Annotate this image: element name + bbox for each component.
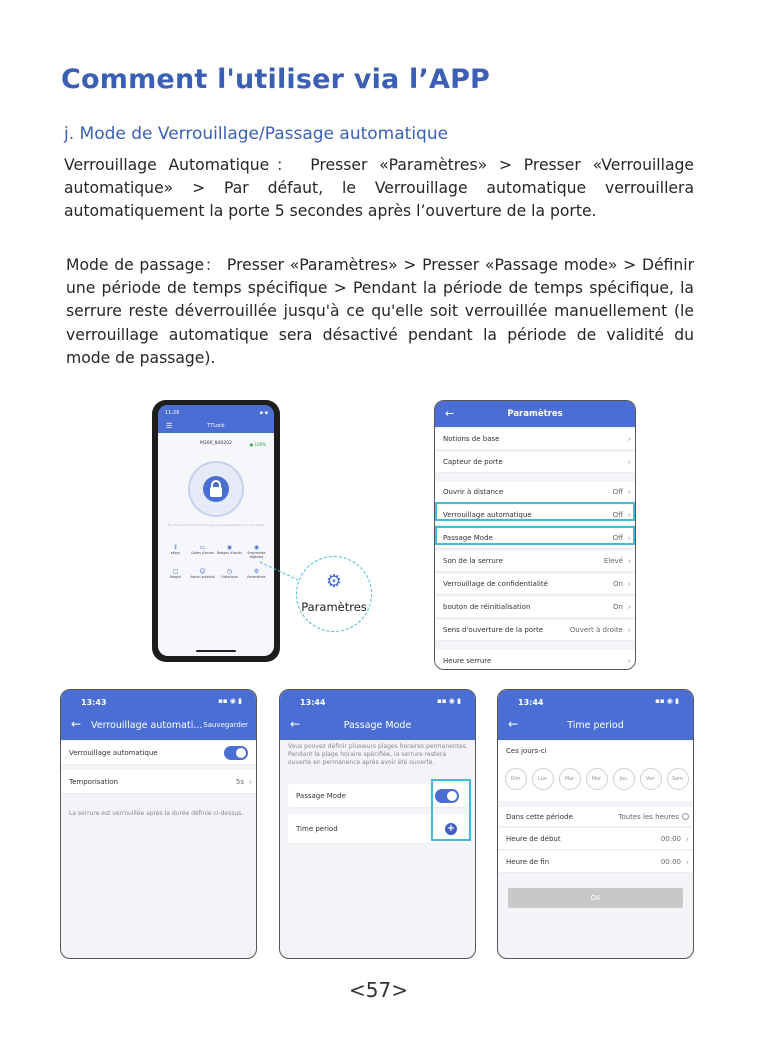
settings-row-value: On [613, 580, 623, 588]
status-icons: ▪▪ ◉ ▮ [218, 697, 242, 705]
highlight-controls [431, 779, 471, 841]
settings-row[interactable] [435, 482, 635, 503]
feature-icon: ◉ [226, 544, 233, 551]
chevron-right-icon: › [627, 510, 631, 520]
back-arrow-icon[interactable]: ← [71, 717, 82, 731]
status-icons: ▪▪ ◉ ▮ [437, 697, 461, 705]
settings-row-label: Heure serrure [443, 656, 492, 665]
passage-mode-screen [279, 689, 476, 959]
page-number: <57> [349, 978, 408, 1002]
end-time-value: 00:00 [660, 857, 681, 866]
time-period-screen [497, 689, 694, 959]
status-icons: ▪ ▪ [259, 410, 268, 416]
menu-icon[interactable]: ☰ [166, 422, 173, 430]
auto-lock-screen [60, 689, 257, 959]
main-screen [158, 405, 274, 656]
day-selector [502, 768, 692, 790]
lock-icon [203, 476, 229, 502]
settings-row-label: Capteur de porte [443, 458, 503, 466]
settings-row[interactable] [435, 429, 635, 450]
chevron-right-icon: › [627, 533, 631, 543]
home-indicator [196, 650, 236, 652]
settings-row-value: Ouvert à droite [569, 626, 623, 634]
auto-lock-row [61, 741, 256, 765]
section-title: j. Mode de Verrouillage/Passage automatique [64, 124, 449, 144]
settings-header [435, 401, 635, 427]
unlock-button[interactable] [188, 461, 244, 517]
feature-icon: □ [172, 568, 179, 575]
callout-label: Paramètres [301, 600, 367, 614]
feature-icon: ◉ [253, 544, 260, 551]
feature-label: Rappel [170, 575, 181, 579]
period-row[interactable] [498, 807, 693, 827]
settings-row[interactable] [435, 620, 635, 641]
settings-row-label: bouton de réinitialisation [443, 603, 531, 611]
back-arrow-icon[interactable]: ← [445, 407, 455, 420]
start-time-row[interactable] [498, 828, 693, 850]
feature-item[interactable] [189, 567, 216, 591]
chevron-right-icon: › [685, 833, 689, 843]
feature-label: eKeys [170, 551, 181, 555]
highlight-passage-mode [435, 526, 635, 545]
chevron-right-icon: › [627, 625, 631, 635]
status-icons: ▪▪ ◉ ▮ [655, 697, 679, 705]
app-title: TTLock [207, 423, 225, 429]
settings-row-label: Verrouillage de confidentialité [443, 580, 548, 588]
settings-row-label: Sens d'ouverture de la porte [443, 626, 543, 634]
auto-lock-note: La serrure est verrouillée après la durée définie ci-dessus. [69, 810, 244, 817]
unlock-hint: Touchez pour déverrouiller, appuyez longuement pour verrouiller [167, 523, 265, 527]
settings-row-label: Ouvrir à distance [443, 488, 504, 496]
device-name: M300_840202 [200, 441, 232, 446]
passage-note: Vous pouvez définir plusieurs plages horaires permanentes. Pendant la plage horaire spécifiée, la serrure restera ouverte en permanence après avoir été ouverte. [288, 743, 468, 766]
page-title: Comment l'utiliser via l’APP [61, 64, 491, 95]
feature-item[interactable] [162, 543, 189, 567]
settings-row[interactable] [435, 650, 635, 670]
chevron-right-icon: › [248, 776, 252, 786]
feature-icon: ↕ [172, 544, 179, 551]
delay-label: Temporisation [69, 777, 119, 786]
add-icon[interactable]: + [446, 822, 456, 834]
chevron-right-icon: › [627, 556, 631, 566]
feature-label: Empreintes digitales [247, 551, 266, 559]
settings-row-value: Elevé [603, 557, 623, 565]
passage-title: Passage Mode [343, 720, 412, 731]
all-hours-option[interactable]: Toutes les heures [618, 813, 689, 821]
days-label: Ces jours-ci [506, 747, 547, 755]
feature-label: Historique [221, 575, 238, 579]
delay-row[interactable] [61, 770, 256, 794]
auto-lock-label: Verrouillage automatique [69, 748, 158, 757]
status-time: 13:43 [81, 698, 107, 707]
back-arrow-icon[interactable]: ← [508, 717, 519, 731]
settings-row-value: Off [612, 534, 623, 542]
feature-label: Admin autorisé [190, 575, 215, 579]
settings-row[interactable] [435, 597, 635, 618]
feature-label: Paramètres [247, 575, 266, 579]
status-time: 13:44 [518, 698, 544, 707]
gear-icon: ⚙ [325, 571, 343, 592]
paragraph-auto-lock: Verrouillage Automatique： Presser «Paramètres» > Presser «Verrouillage automatique» > Par défaut, le Verrouillage automatique verrouillera automatiquement la porte 5 secondes après l’ouverture de la porte. [64, 156, 694, 221]
delay-value: 5s [235, 777, 244, 786]
start-time-label: Heure de début [506, 834, 561, 843]
time-period-title: Time period [567, 720, 624, 731]
settings-row-value: Off [612, 488, 623, 496]
passage-mode-label: Passage Mode [296, 791, 346, 800]
chevron-right-icon: › [627, 602, 631, 612]
feature-grid [162, 543, 270, 591]
end-time-label: Heure de fin [506, 857, 550, 866]
ok-button[interactable]: OK [508, 888, 683, 908]
feature-icon: ◷ [226, 568, 233, 575]
status-time: 13:44 [300, 698, 326, 707]
feature-icon: ▭ [199, 544, 206, 551]
chevron-right-icon: › [627, 457, 631, 467]
battery-indicator: ● 100% [249, 442, 266, 447]
settings-callout [296, 556, 372, 632]
save-button[interactable]: Sauvegarder [203, 721, 248, 729]
settings-row-value: Off [612, 511, 623, 519]
end-time-row[interactable] [498, 851, 693, 873]
feature-item[interactable] [162, 567, 189, 591]
day-toggle[interactable]: Jeu [613, 768, 635, 790]
chevron-right-icon: › [627, 487, 631, 497]
feature-label: Codes d'accès [191, 551, 214, 555]
day-toggle[interactable]: Sam [667, 768, 689, 790]
settings-row-label: Passage Mode [443, 534, 493, 542]
app-header [158, 405, 274, 433]
day-toggle[interactable]: Mar [559, 768, 581, 790]
time-period-label: Time period [296, 824, 338, 833]
settings-row[interactable] [435, 452, 635, 473]
auto-lock-header [61, 690, 256, 740]
auto-lock-toggle[interactable] [224, 746, 248, 760]
day-toggle[interactable]: Dim [505, 768, 527, 790]
status-time: 11:26 [165, 410, 180, 416]
settings-row[interactable] [435, 574, 635, 595]
back-arrow-icon[interactable]: ← [290, 717, 301, 731]
auto-lock-title: Verrouillage automati... [91, 720, 203, 731]
feature-icon: ☺ [199, 568, 206, 575]
feature-icon: ⚙ [253, 568, 260, 575]
chevron-right-icon: › [627, 434, 631, 444]
settings-row[interactable] [435, 551, 635, 572]
period-label: Dans cette période [506, 812, 573, 821]
feature-item[interactable] [216, 543, 243, 567]
settings-row-label: Son de la serrure [443, 557, 503, 565]
settings-screen [434, 400, 636, 670]
feature-item[interactable] [216, 567, 243, 591]
settings-row-label: Verrouillage automatique [443, 511, 532, 519]
day-toggle[interactable]: Lun [532, 768, 554, 790]
day-toggle[interactable]: Ven [640, 768, 662, 790]
time-period-header [498, 690, 693, 740]
settings-row-value: On [613, 603, 623, 611]
chevron-right-icon: › [627, 655, 631, 665]
paragraph-passage-mode: Mode de passage： Presser «Paramètres» > Presser «Passage mode» > Définir une période de temps spécifique > Pendant la période de temps spécifique, la serrure reste déverrouillée jusqu'à ce qu'elle soit verrouillée manuellement (le verrouillage automatique sera désactivé pendant la période de validité du mode de passage). [66, 256, 694, 367]
chevron-right-icon: › [685, 856, 689, 866]
passage-header [280, 690, 475, 740]
phone-main-screen [152, 400, 280, 662]
highlight-auto-lock [435, 502, 635, 521]
day-toggle[interactable]: Mer [586, 768, 608, 790]
chevron-right-icon: › [627, 579, 631, 589]
start-time-value: 00:00 [660, 834, 681, 843]
feature-label: Badges d'accès [217, 551, 242, 555]
radio-icon [682, 813, 689, 820]
settings-row-label: Notions de base [443, 435, 500, 443]
settings-title: Paramètres [507, 409, 563, 419]
feature-item[interactable] [189, 543, 216, 567]
